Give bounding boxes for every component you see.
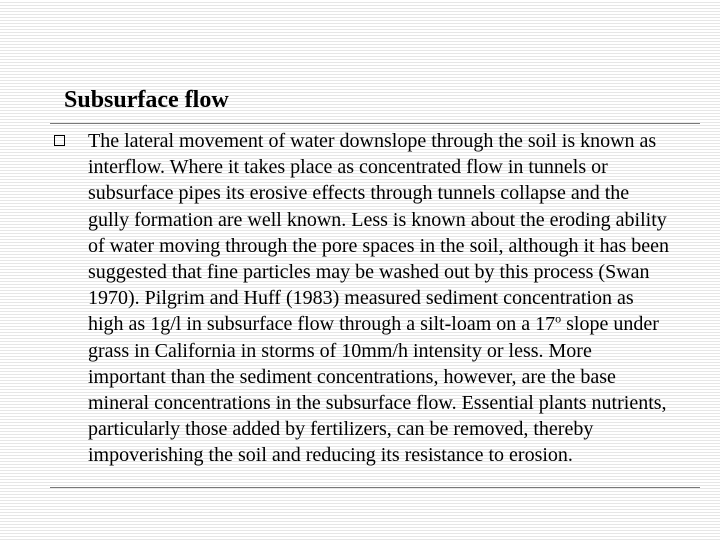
bullet-text bbox=[88, 128, 674, 469]
title-divider bbox=[50, 123, 700, 124]
slide-title: Subsurface flow bbox=[64, 87, 229, 113]
degree-mark: o bbox=[555, 311, 562, 326]
bullet-text-part-1: The lateral movement of water downslope through the soil is known as interflow. Where it takes place as concentrated flow in tunnels or subsurface pipes its erosive effects through tunnels collapse and the gully formation are well known. Less is known about the eroding ability of water moving through the pore spaces in the soil, although it has been suggested that fine particles may be washed out by this process (Swan 1970). Pilgrim and Huff (1983) measured sediment concentration as high as 1g/l in subsurface flow through a silt-loam on a 17 bbox=[88, 130, 669, 336]
bullet-text-part-2: slope under grass in California in storms of 10mm/h intensity or less. More important than the sediment concentrations, however, are the base mineral concentrations in the subsurface flow. Essential plants nutrients, particularly those added by fertilizers, can be removed, thereby impoverishing the soil and reducing its resistance to erosion. bbox=[88, 313, 667, 467]
bullet-list bbox=[54, 128, 674, 469]
bullet-item bbox=[54, 128, 674, 469]
hollow-square-bullet-icon bbox=[54, 135, 65, 146]
footer-divider bbox=[50, 487, 700, 488]
